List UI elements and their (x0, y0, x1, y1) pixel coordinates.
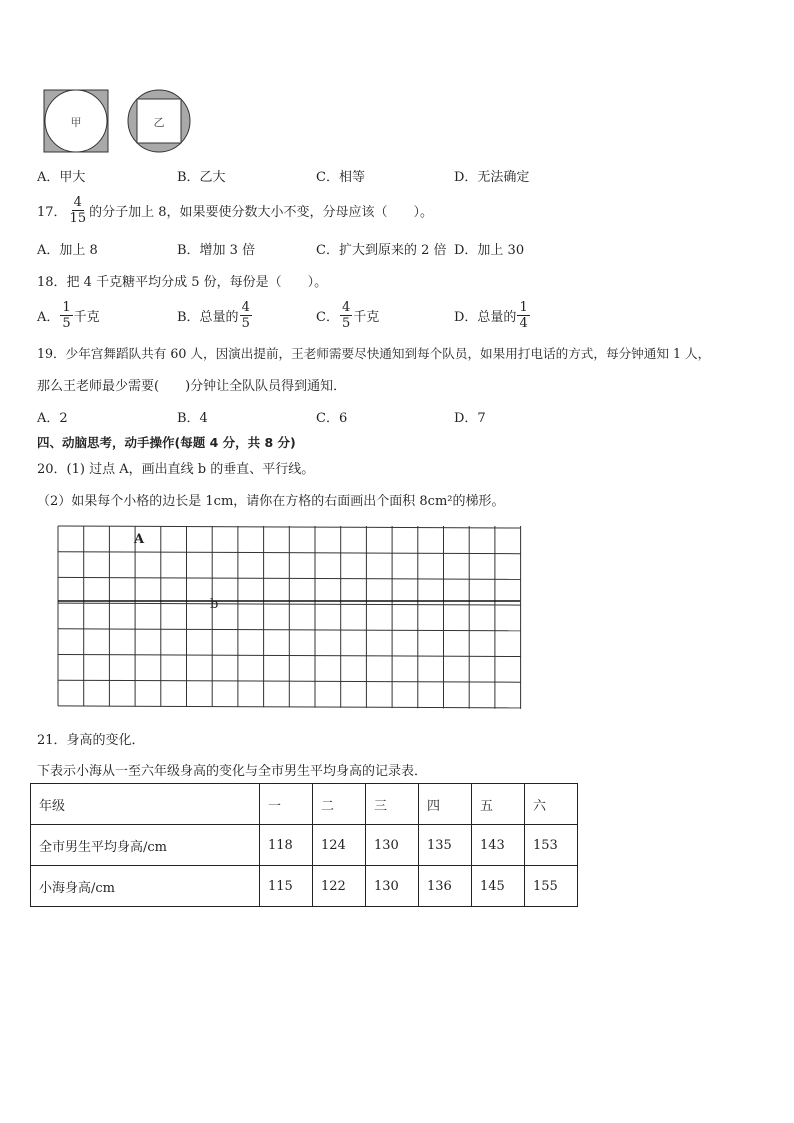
q16-option-a: A．甲大 (37, 170, 86, 185)
table-cell: 153 (525, 825, 578, 866)
table-cell: 155 (525, 866, 578, 907)
table-header-cell: 四 (419, 784, 472, 825)
q18-question: 18．把 4 千克糖平均分成 5 份，每份是（ ）。 (37, 275, 328, 290)
q17-question (37, 193, 433, 227)
q16-figure (40, 86, 200, 156)
table-header-cell: 五 (472, 784, 525, 825)
table-cell: 135 (419, 825, 472, 866)
table-cell: 122 (313, 866, 366, 907)
q19-question-line2: 那么王老师最少需要( )分钟让全队队员得到通知． (37, 379, 347, 394)
table-row (31, 866, 578, 907)
q19-option-d: D．7 (454, 411, 486, 426)
q18-option-b: B．总量的 $\frac{4}{5}$ (177, 299, 250, 331)
table-cell: 130 (366, 825, 419, 866)
table-header-cell: 年级 (31, 784, 260, 825)
point-a-label: A (134, 532, 145, 547)
table-cell: 115 (260, 866, 313, 907)
grid-lines (58, 526, 521, 709)
q18-option-d: D．总量的 $\frac{1}{4}$ (454, 299, 528, 331)
q17-number: 17． (37, 204, 67, 220)
table-row (31, 825, 578, 866)
table-row-label: 小海身高/cm (31, 866, 260, 907)
q16-option-b: B．乙大 (177, 170, 226, 185)
q19-question-line1: 19．少年宫舞蹈队共有 60 人，因演出提前，王老师需要尽快通知到每个队员，如果用打电话的方式，每分钟通知 1 人， (37, 346, 711, 361)
figure-jia-label: 甲 (70, 116, 82, 129)
height-table (30, 783, 578, 907)
q17-fraction-denominator: 15 (69, 210, 87, 226)
q17-option-d: D．加上 30 (454, 243, 525, 258)
table-cell: 143 (472, 825, 525, 866)
table-cell: 145 (472, 866, 525, 907)
q16-option-c: C．相等 (316, 170, 365, 185)
q17-text: 的分子加上 8，如果要使分数大小不变，分母应该（ ）。 (89, 204, 433, 220)
table-header-cell: 三 (366, 784, 419, 825)
table-header-row (31, 784, 578, 825)
q17-fraction (68, 196, 89, 225)
section-4-heading: 四、动脑思考，动手操作(每题 4 分，共 8 分) (37, 435, 296, 450)
q20-part2: （2）如果每个小格的边长是 1cm，请你在方格的右面画出个面积 8cm²的梯形。 (37, 494, 505, 509)
table-cell: 118 (260, 825, 313, 866)
q18-option-c: C． $\frac{4}{5}$ 千克 (316, 299, 380, 331)
table-header-cell: 二 (313, 784, 366, 825)
q18-option-a: A． $\frac{1}{5}$ 千克 (37, 299, 100, 331)
figure-yi-label: 乙 (153, 116, 165, 129)
q19-option-b: B．4 (177, 411, 208, 426)
q20-grid[interactable] (50, 520, 530, 710)
table-header-cell: 六 (525, 784, 578, 825)
table-header-cell: 一 (260, 784, 313, 825)
q17-option-c: C．扩大到原来的 2 倍 (316, 243, 447, 258)
table-row-label: 全市男生平均身高/cm (31, 825, 260, 866)
q16-option-d: D．无法确定 (454, 170, 530, 185)
table-cell: 130 (366, 866, 419, 907)
q19-option-c: C．6 (316, 411, 348, 426)
q20-part1: 20．(1) 过点 A，画出直线 b 的垂直、平行线。 (37, 462, 315, 477)
q17-option-a: A．加上 8 (37, 243, 98, 258)
table-cell: 124 (313, 825, 366, 866)
line-b-label: b (210, 597, 219, 612)
table-cell: 136 (419, 866, 472, 907)
q21-intro: 下表示小海从一至六年级身高的变化与全市男生平均身高的记录表． (37, 764, 428, 779)
q17-option-b: B．增加 3 倍 (177, 243, 256, 258)
q19-option-a: A．2 (37, 411, 68, 426)
q21-title: 21．身高的变化． (37, 733, 145, 748)
q17-fraction-numerator: 4 (73, 194, 82, 210)
